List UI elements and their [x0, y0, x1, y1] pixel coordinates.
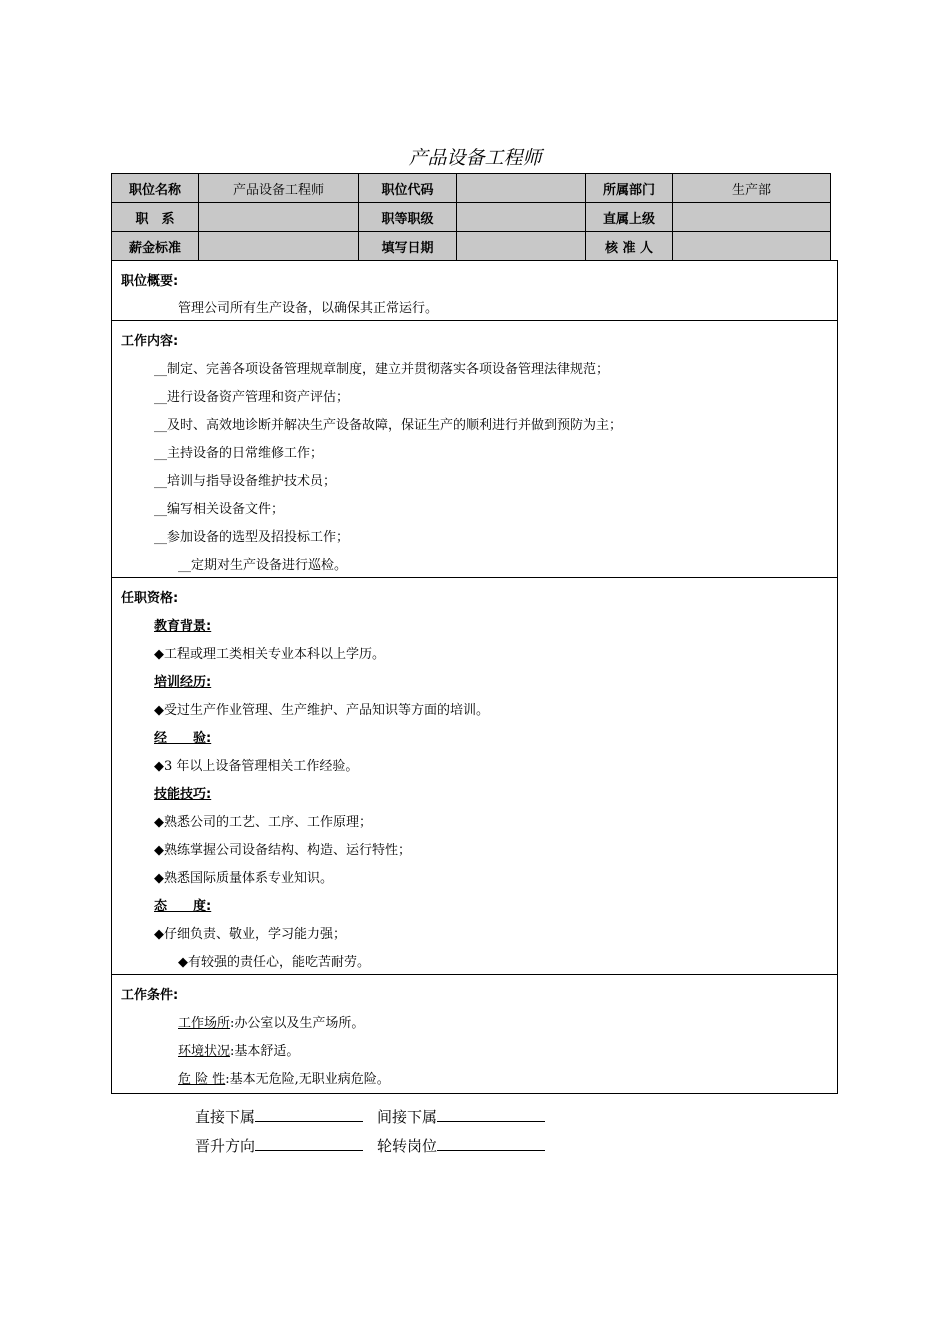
duty-item: __及时、高效地诊断并解决生产设备故障，保证生产的顺利进行并做到预防为主； [154, 418, 623, 433]
promotion-blank [255, 1136, 363, 1151]
indirect-reports-label: 间接下属 [377, 1108, 438, 1126]
education-label: 教育背景: [154, 619, 212, 634]
job-family-value [199, 203, 359, 232]
salary-label: 薪金标准 [112, 232, 199, 261]
environment-label: 环境状况 [178, 1044, 231, 1059]
header-row [112, 203, 831, 232]
department-value: 生产部 [673, 174, 831, 203]
risk-line [178, 1068, 390, 1087]
attitude-item: ◆仔细负责、敬业，学习能力强； [154, 927, 346, 942]
direct-reports-label: 直接下属 [195, 1108, 256, 1126]
direct-reports-blank [255, 1107, 363, 1122]
rotation-blank [437, 1136, 545, 1151]
duty-item: __培训与指导设备维护技术员； [154, 474, 337, 489]
environment-value: :基本舒适。 [230, 1044, 300, 1059]
position-code-value [457, 174, 586, 203]
skill-item: ◆熟悉公司的工艺、工序、工作原理； [154, 815, 372, 830]
supervisor-value [673, 203, 831, 232]
grade-label: 职等职级 [359, 203, 457, 232]
experience-label: 经 验: [154, 731, 212, 746]
risk-label: 危 险 性 [178, 1072, 226, 1087]
footer-row-2 [195, 1135, 559, 1156]
position-name-label: 职位名称 [112, 174, 199, 203]
supervisor-label: 直属上级 [586, 203, 673, 232]
overview-label: 职位概要: [121, 274, 179, 289]
duty-item: __主持设备的日常维修工作； [154, 446, 324, 461]
overview-text: 管理公司所有生产设备，以确保其正常运行。 [178, 301, 439, 316]
workplace-value: :办公室以及生产场所。 [230, 1016, 365, 1031]
skills-label: 技能技巧: [154, 787, 212, 802]
indirect-reports-blank [437, 1107, 545, 1122]
grade-value [457, 203, 586, 232]
header-table [111, 173, 831, 261]
conditions-label: 工作条件: [121, 988, 179, 1003]
duties-section [111, 320, 838, 578]
duty-item: __制定、完善各项设备管理规章制度，建立并贯彻落实各项设备管理法律规范； [154, 362, 610, 377]
attitude-label: 态 度: [154, 899, 212, 914]
salary-value [199, 232, 359, 261]
workplace-line [178, 1012, 364, 1031]
education-text: ◆工程或理工类相关专业本科以上学历。 [154, 647, 385, 662]
attitude-item: ◆有较强的责任心，能吃苦耐劳。 [178, 955, 370, 970]
training-label: 培训经历: [154, 675, 212, 690]
fill-date-value [457, 232, 586, 261]
job-family-label: 职 系 [112, 203, 199, 232]
header-row [112, 232, 831, 261]
rotation-label: 轮转岗位 [377, 1137, 438, 1155]
risk-value: :基本无危险,无职业病危险。 [225, 1072, 390, 1087]
approver-value [673, 232, 831, 261]
approver-label: 核 准 人 [586, 232, 673, 261]
page-title: 产品设备工程师 [408, 147, 542, 169]
qualifications-label: 任职资格: [121, 591, 179, 606]
department-label: 所属部门 [586, 174, 673, 203]
skill-item: ◆熟悉国际质量体系专业知识。 [154, 871, 333, 886]
duties-label: 工作内容: [121, 334, 179, 349]
header-row [112, 174, 831, 203]
experience-text: ◆3 年以上设备管理相关工作经验。 [154, 759, 359, 774]
overview-section [111, 260, 838, 321]
conditions-section [111, 974, 838, 1094]
duty-item: __定期对生产设备进行巡检。 [178, 558, 348, 573]
qualifications-section [111, 577, 838, 975]
environment-line [178, 1040, 299, 1059]
training-text: ◆受过生产作业管理、生产维护、产品知识等方面的培训。 [154, 703, 489, 718]
position-code-label: 职位代码 [359, 174, 457, 203]
position-name-value: 产品设备工程师 [199, 174, 359, 203]
workplace-label: 工作场所 [178, 1016, 231, 1031]
duty-item: __编写相关设备文件； [154, 502, 285, 517]
duty-item: __参加设备的选型及招投标工作； [154, 530, 350, 545]
promotion-label: 晋升方向 [195, 1137, 256, 1155]
fill-date-label: 填写日期 [359, 232, 457, 261]
duty-item: __进行设备资产管理和资产评估； [154, 390, 350, 405]
footer-row-1 [195, 1106, 559, 1127]
skill-item: ◆熟练掌握公司设备结构、构造、运行特性； [154, 843, 411, 858]
